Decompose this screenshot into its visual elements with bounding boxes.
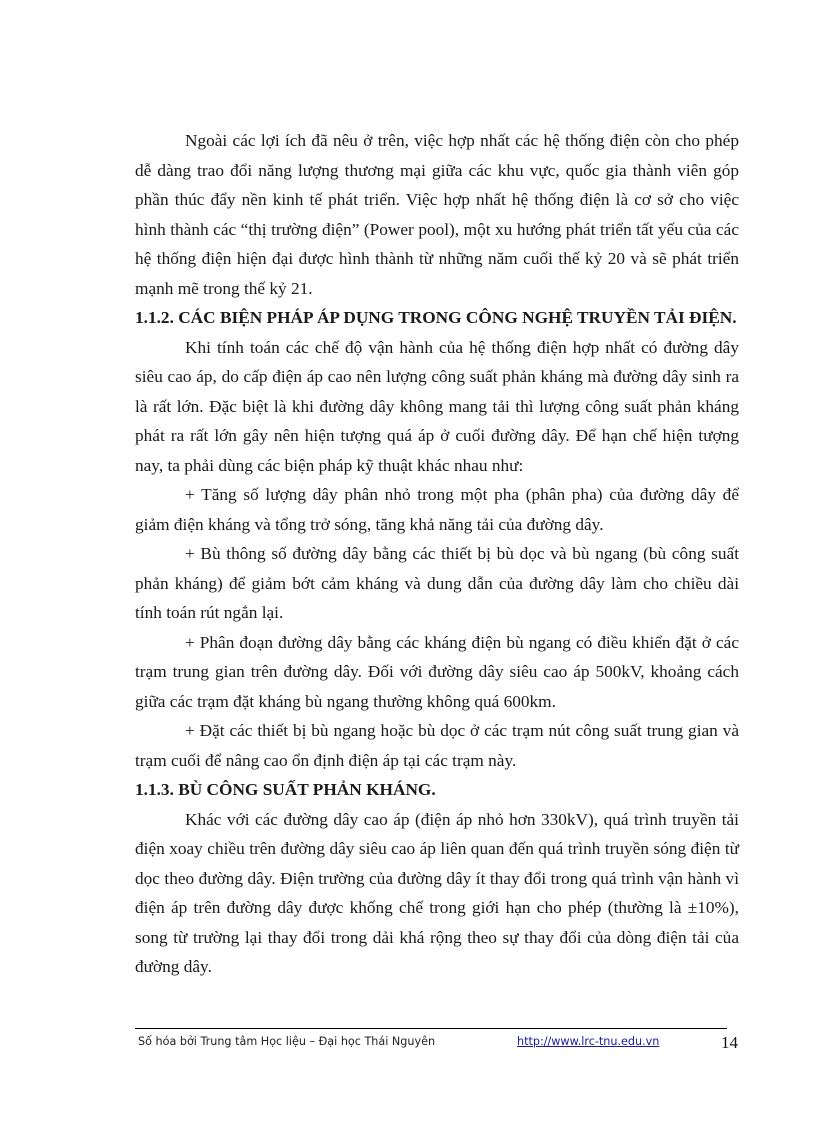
- page-footer: [135, 1034, 739, 1056]
- bullet-item: + Tăng số lượng dây phân nhỏ trong một pha (phân pha) của đường dây để giảm điện kháng và tổng trở sóng, tăng khả năng tải của đường dây.: [135, 485, 739, 534]
- page-body: [135, 124, 739, 982]
- page-number: 14: [721, 1033, 738, 1052]
- footer-divider: [135, 1028, 727, 1029]
- bullet-item: + Đặt các thiết bị bù ngang hoặc bù dọc ở các trạm nút công suất trung gian và trạm cuối để nâng cao ổn định điện áp tại các trạm này.: [135, 721, 739, 770]
- bullet-item: + Phân đoạn đường dây bằng các kháng điện bù ngang có điều khiển đặt ở các trạm trung gian trên đường dây. Đối với đường dây siêu cao áp 500kV, khoảng cách giữa các trạm đặt kháng bù ngang thường không quá 600km.: [135, 632, 739, 711]
- footer-website-link[interactable]: http://www.lrc-tnu.edu.vn: [517, 1035, 660, 1048]
- section-heading-1-1-2: 1.1.2. CÁC BIỆN PHÁP ÁP DỤNG TRONG CÔNG NGHỆ TRUYỀN TẢI ĐIỆN.: [135, 308, 737, 327]
- footer-credit: Số hóa bởi Trung tâm Học liệu – Đại học Thái Nguyên: [138, 1035, 436, 1048]
- paragraph-intro: Ngoài các lợi ích đã nêu ở trên, việc hợp nhất các hệ thống điện còn cho phép dễ dàng trao đổi năng lượng thương mại giữa các khu vực, quốc gia thành viên góp phần thúc đẩy nền kinh tế phát triển. Việc hợp nhất hệ thống điện là cơ sở cho việc hình thành các “thị trường điện” (Power pool), một xu hướng phát triển tất yếu của các hệ thống điện hiện đại được hình thành từ những năm cuối thế kỷ 20 và sẽ phát triển mạnh mẽ trong thế kỷ 21.: [135, 131, 739, 298]
- section-heading-1-1-3: 1.1.3. BÙ CÔNG SUẤT PHẢN KHÁNG.: [135, 780, 436, 799]
- paragraph-operating-modes: Khi tính toán các chế độ vận hành của hệ thống điện hợp nhất có đường dây siêu cao áp, do cấp điện áp cao nên lượng công suất phản kháng mà đường dây sinh ra là rất lớn. Đặc biệt là khi đường dây không mang tải thì lượng công suất phản kháng phát ra rất lớn gây nên hiện tượng quá áp ở cuối đường dây. Để hạn chế hiện tượng nay, ta phải dùng các biện pháp kỹ thuật khác nhau như:: [135, 337, 739, 475]
- paragraph-reactive-compensation: Khác với các đường dây cao áp (điện áp nhỏ hơn 330kV), quá trình truyền tải điện xoay chiều trên đường dây siêu cao áp liên quan đến quá trình truyền sóng điện từ dọc theo đường dây. Điện trường của đường dây ít thay đổi trong quá trình vận hành vì điện áp trên đường dây được khống chế trong giới hạn cho phép (thường là ±10%), song từ trường lại thay đổi trong dải khá rộng theo sự thay đổi của dòng điện tải của đường dây.: [135, 809, 739, 976]
- bullet-item: + Bù thông số đường dây bằng các thiết bị bù dọc và bù ngang (bù công suất phản kháng) để giảm bớt cảm kháng và dung dẫn của đường dây làm cho chiều dài tính toán rút ngắn lại.: [135, 544, 739, 622]
